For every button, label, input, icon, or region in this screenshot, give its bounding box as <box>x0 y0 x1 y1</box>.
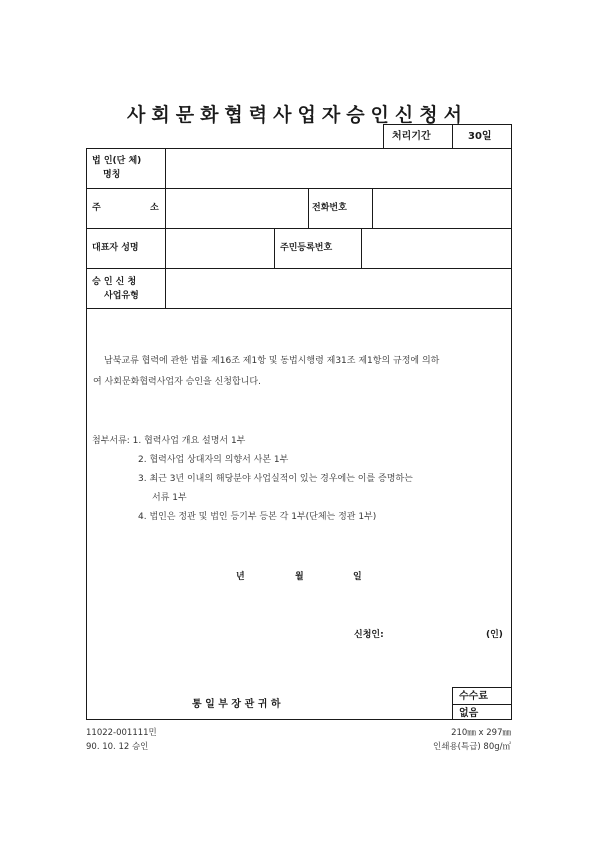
attachment-item-4: 4. 법인은 정관 및 법인 등기부 등본 각 1부(단체는 정관 1부) <box>138 512 377 522</box>
resident-number-label: 주민등록번호 <box>280 243 333 253</box>
attachment-item-3a: 3. 최근 3년 이내의 해당분야 사업실적이 있는 경우에는 이를 증명하는 <box>138 474 413 484</box>
corp-name-label-line2: 명칭 <box>103 170 121 180</box>
address-label-right: 소 <box>150 203 159 213</box>
statement-line1: 남북교류 협력에 관한 법률 제16조 제1항 및 동법시행령 제31조 제1항의 규정에 의하 <box>104 356 440 366</box>
address-field[interactable] <box>167 190 306 227</box>
attachment-item-2: 2. 협력사업 상대자의 의향서 사본 1부 <box>138 455 289 465</box>
processing-period-label: 처리기간 <box>392 131 431 142</box>
footer-form-code: 11022-001111민 <box>86 728 157 738</box>
business-type-field[interactable] <box>167 270 510 307</box>
recipient-line: 통 일 부 장 관 귀 하 <box>192 699 281 710</box>
footer-paper-grade: 인쇄용(특급) 80g/㎡ <box>433 742 511 752</box>
corp-name-field[interactable] <box>167 150 510 187</box>
footer-approval-date: 90. 10. 12 승인 <box>86 742 149 752</box>
fee-label: 수수료 <box>459 691 488 702</box>
address-label-left: 주 <box>92 203 101 213</box>
fee-value: 없음 <box>459 708 479 719</box>
date-day: 일 <box>353 572 362 582</box>
processing-period-value: 30일 <box>468 131 492 142</box>
footer-paper-size: 210㎜ x 297㎜ <box>451 728 511 738</box>
business-type-label-line2: 사업유형 <box>104 291 139 301</box>
representative-label: 대표자 성명 <box>92 243 139 253</box>
statement-line2: 여 사회문화협력사업자 승인을 신청합니다. <box>93 377 261 387</box>
corp-name-label-line1: 법 인(단 체) <box>92 156 142 166</box>
phone-field[interactable] <box>374 190 510 227</box>
form-title: 사회문화협력사업자승인신청서 <box>127 104 468 126</box>
applicant-label: 신청인: <box>354 630 384 640</box>
business-type-label-line1: 승 인 신 청 <box>92 277 137 287</box>
date-month: 월 <box>295 572 304 582</box>
date-year: 년 <box>236 572 245 582</box>
attachments-heading: 첨부서류: 1. 협력사업 개요 설명서 1부 <box>92 436 246 446</box>
representative-name-field[interactable] <box>167 230 272 267</box>
resident-number-field[interactable] <box>363 230 510 267</box>
applicant-seal: (인) <box>486 630 503 640</box>
attachment-item-3b: 서류 1부 <box>152 493 187 503</box>
phone-label: 전화번호 <box>312 203 347 213</box>
